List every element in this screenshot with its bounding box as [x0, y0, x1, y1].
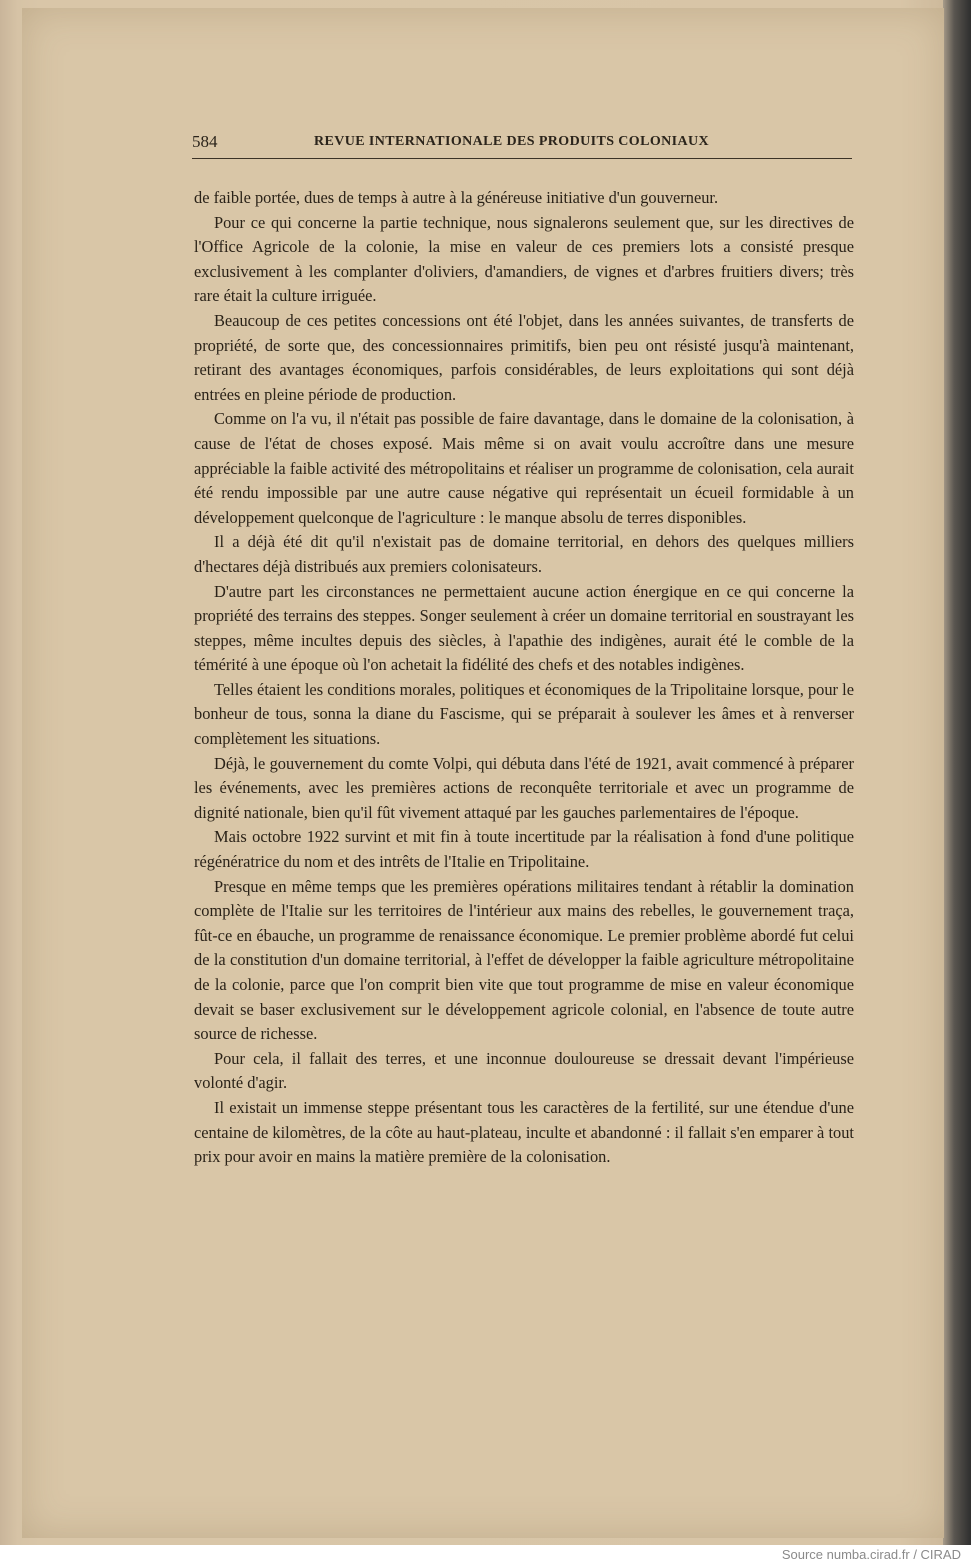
page-number: 584	[192, 132, 218, 151]
page-header	[192, 130, 852, 159]
paragraph: de faible portée, dues de temps à autre à la généreuse initiative d'un gouverneur.	[194, 188, 719, 207]
paragraph: Presque en même temps que les premières opérations militaires tendant à rétablir la domination complète de l'Italie sur les territoires de l'intérieur aux mains des rebelles, le gouvernement traça, fût-ce en ébauche, un programme de renaissance économique. Le premier problème abordé fut celui de la constitution d'un domaine territorial, à l'effet de développer la faible agriculture métropolitaine de la colonie, parce que l'on comprit bien vite que tout programme de mise en valeur économique devait se baser exclusivement sur le développement agricole colonial, en l'absence de toute autre source de richesse.	[194, 876, 854, 1044]
running-title: REVUE INTERNATIONALE DES PRODUITS COLONIAUX	[314, 134, 710, 149]
book-binding-edge	[943, 0, 971, 1545]
paragraph: Comme on l'a vu, il n'était pas possible de faire davantage, dans le domaine de la colonisation, à cause de l'état de choses exposé. Mais même si on avait voulu accroître dans une mesure appréciable la faible activité des métropolitains et réaliser un programme de colonisation, cela aurait été rendu impossible par une autre cause négative qui représentait un écueil formidable à un développement quelconque de l'agriculture : le manque absolu de terres disponibles.	[194, 409, 854, 527]
article-body	[194, 186, 854, 1170]
paragraph: Mais octobre 1922 survint et mit fin à toute incertitude par la réalisation à fond d'une politique régénératrice du nom et des intrêts de l'Italie en Tripolitaine.	[194, 827, 854, 872]
paragraph: Beaucoup de ces petites concessions ont été l'objet, dans les années suivantes, de transferts de propriété, de sorte que, des concessionnaires primitifs, bien peu ont résisté jusqu'à maintenant, retirant des avantages économiques, parfois considérables, de leurs exploitations qui sont déjà entrées en pleine période de production.	[194, 310, 854, 404]
source-credit: Source numba.cirad.fr / CIRAD	[781, 1547, 961, 1562]
paragraph: Pour cela, il fallait des terres, et une inconnue douloureuse se dressait devant l'impérieuse volonté d'agir.	[194, 1048, 854, 1093]
paragraph: Déjà, le gouvernement du comte Volpi, qui débuta dans l'été de 1921, avait commencé à préparer les événements, avec les premières actions de reconquête territoriale et avec un programme de dignité nationale, bien qu'il fût vivement attaqué par les gauches parlementaires de l'époque.	[194, 753, 854, 822]
paragraph: Il existait un immense steppe présentant tous les caractères de la fertilité, sur une étendue d'une centaine de kilomètres, de la côte au haut-plateau, inculte et abandonné : il fallait s'en emparer à tout prix pour avoir en mains la matière première de la colonisation.	[194, 1097, 854, 1167]
footer-bar	[0, 1545, 971, 1566]
paragraph: Telles étaient les conditions morales, politiques et économiques de la Tripolitaine lorsque, pour le bonheur de tous, sonna la diane du Fascisme, qui se préparait à soulever les âmes et à renverser complètement les situations.	[194, 679, 854, 749]
paragraph: Pour ce qui concerne la partie technique, nous signalerons seulement que, sur les directives de l'Office Agricole de la colonie, la mise en valeur de ces premiers lots a consisté presque exclusivement à les complanter d'oliviers, d'amandiers, de vignes et d'arbres fruitiers divers; très rare était la culture irriguée.	[194, 212, 854, 306]
paragraph: Il a déjà été dit qu'il n'existait pas de domaine territorial, en dehors des quelques milliers d'hectares déjà distribués aux premiers colonisateurs.	[194, 532, 854, 576]
paragraph: D'autre part les circonstances ne permettaient aucune action énergique en ce qui concerne la propriété des terrains des steppes. Songer seulement à créer un domaine territorial en soustrayant les steppes, même incultes depuis des siècles, à l'apathie des indigènes, aurait été le comble de la témérité à une époque où l'on achetait la fidélité des chefs et des notables indigènes.	[194, 581, 854, 675]
